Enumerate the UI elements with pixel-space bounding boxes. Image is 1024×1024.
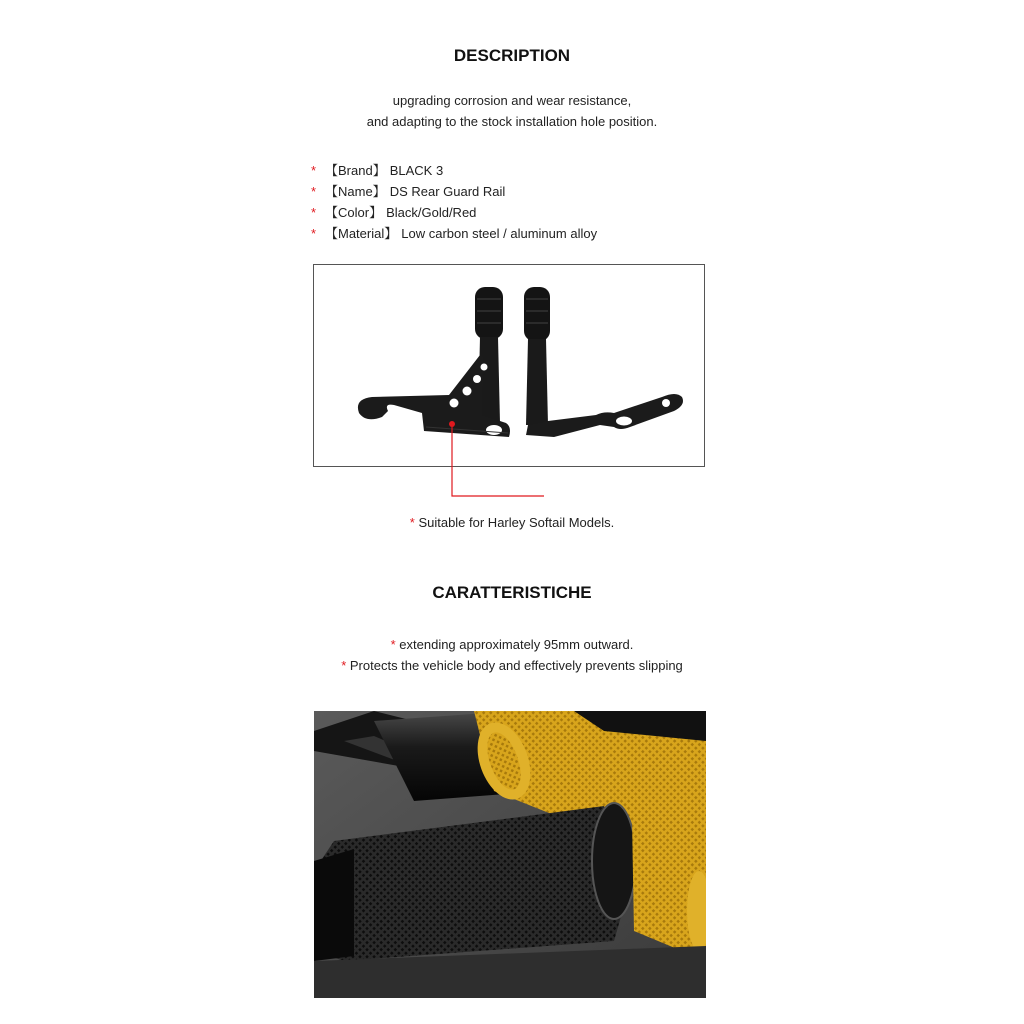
spec-item-name (311, 181, 597, 202)
product-image (313, 264, 705, 467)
spec-item-color (311, 202, 597, 223)
spec-value: Black/Gold/Red (386, 205, 477, 220)
product-closeup-photo (314, 711, 706, 998)
feature-item: * Protects the vehicle body and effectively prevents slipping (341, 658, 683, 673)
spec-label: 【Brand】 (325, 163, 386, 178)
description-text (0, 90, 1024, 132)
knurled-pegs-illustration (314, 711, 706, 998)
spec-list (311, 160, 597, 244)
spec-item-material (311, 223, 597, 244)
right-bracket-icon (524, 287, 683, 437)
spec-label: 【Name】 (325, 184, 386, 199)
suitability-note (0, 512, 1024, 533)
features-heading: CARATTERISTICHE (432, 583, 592, 602)
bullet-star-icon: * (341, 658, 347, 673)
bullet-star-icon: * (390, 637, 396, 652)
bullet-star-icon: * (311, 163, 317, 178)
spec-item-brand (311, 160, 597, 181)
spec-value: Low carbon steel / aluminum alloy (401, 226, 598, 241)
bullet-star-icon: * (409, 515, 415, 530)
spec-value: BLACK 3 (389, 163, 444, 178)
bullet-star-icon: * (311, 226, 317, 241)
guard-rail-illustration (314, 265, 704, 466)
bullet-star-icon: * (311, 205, 317, 220)
spec-label: 【Color】 (325, 205, 383, 220)
description-line: upgrading corrosion and wear resistance, (392, 93, 632, 108)
suitability-text: Suitable for Harley Softail Models. (418, 515, 615, 530)
description-line: and adapting to the stock installation hole position. (366, 114, 658, 129)
bullet-star-icon: * (311, 184, 317, 199)
feature-item: * extending approximately 95mm outward. (390, 637, 634, 652)
description-heading: DESCRIPTION (453, 46, 571, 65)
left-bracket-icon (358, 287, 510, 437)
features-list (0, 634, 1024, 676)
spec-value: DS Rear Guard Rail (389, 184, 506, 199)
spec-label: 【Material】 (325, 226, 398, 241)
